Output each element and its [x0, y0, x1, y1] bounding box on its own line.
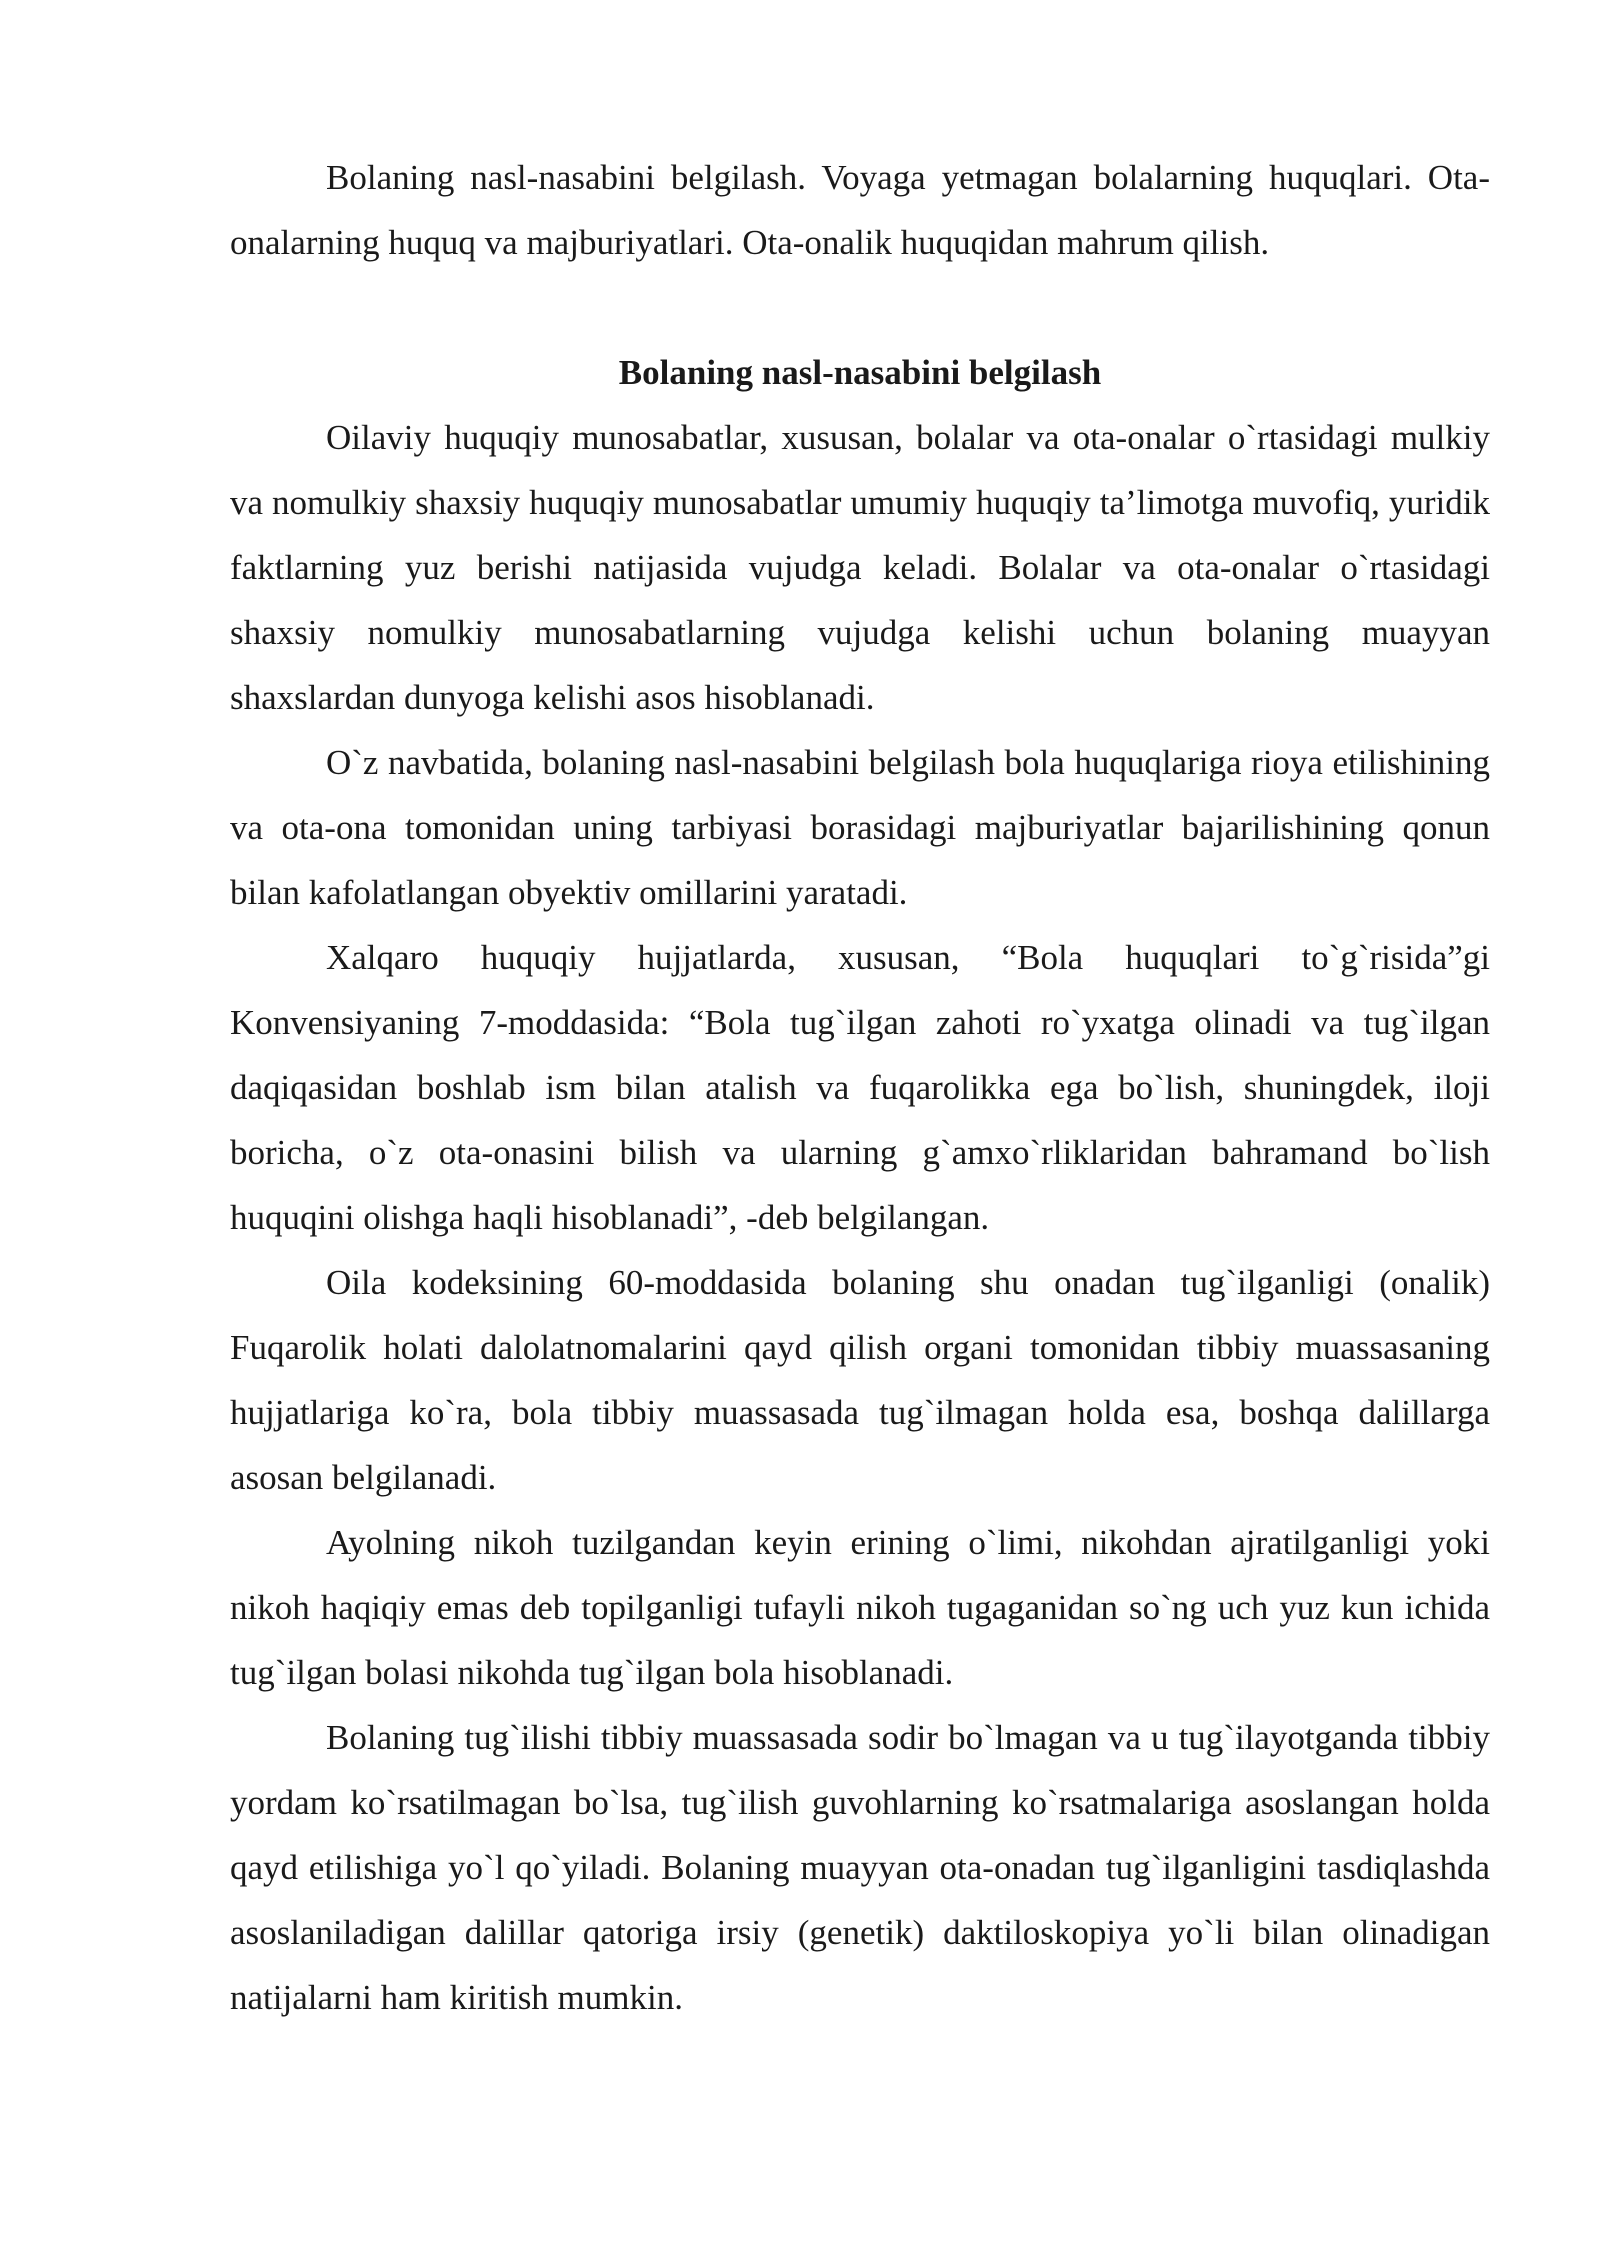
section-heading: Bolaning nasl-nasabini belgilash [618, 353, 1102, 392]
paragraph-1: Oilaviy huquqiy munosabatlar, xususan, bolalar va ota-onalar o`rtasidagi mulkiy va nomulkiy shaxsiy huquqiy munosabatlar umumiy huquqiy ta’limotga muvofiq, yuridik faktlarning yuz berishi natijasida vujudga keladi. Bolalar va ota-onalar o`rtasidagi shaxsiy nomulkiy munosabatlarning vujudga kelishi uchun bolaning muayyan shaxslardan dunyoga kelishi asos hisoblanadi. [230, 418, 1490, 717]
intro-paragraph: Bolaning nasl-nasabini belgilash. Voyaga yetmagan bolalarning huquqlari. Ota-onalarning huquq va majburiyatlari. Ota-onalik huquqidan mahrum qilish. [230, 158, 1490, 262]
paragraph-6: Bolaning tug`ilishi tibbiy muassasada sodir bo`lmagan va u tug`ilayotganda tibbiy yordam ko`rsatilmagan bo`lsa, tug`ilish guvohlarning ko`rsatmalariga asoslangan holda qayd etilishiga yo`l qo`yiladi. Bolaning muayyan ota-onadan tug`ilganligini tasdiqlashda asoslaniladigan dalillar qatoriga irsiy (genetik) daktiloskopiya yo`li bilan olinadigan natijalarni ham kiritish mumkin. [230, 1718, 1490, 2017]
paragraph-3: Xalqaro huquqiy hujjatlarda, xususan, “Bola huquqlari to`g`risida”gi Konvensiyaning 7-moddasida: “Bola tug`ilgan zahoti ro`yxatga olinadi va tug`ilgan daqiqasidan boshlab ism bilan atalish va fuqarolikka ega bo`lish, shuningdek, iloji boricha, o`z ota-onasini bilish va ularning g`amxo`rliklaridan bahramand bo`lish huquqini olishga haqli hisoblanadi”, -deb belgilangan. [230, 938, 1490, 1237]
paragraph-2: O`z navbatida, bolaning nasl-nasabini belgilash bola huquqlariga rioya etilishining va ota-ona tomonidan uning tarbiyasi borasidagi majburiyatlar bajarilishining qonun bilan kafolatlangan obyektiv omillarini yaratadi. [230, 743, 1490, 912]
paragraph-4: Oila kodeksining 60-moddasida bolaning shu onadan tug`ilganligi (onalik) Fuqarolik holati dalolatnomalarini qayd qilish organi tomonidan tibbiy muassasaning hujjatlariga ko`ra, bola tibbiy muassasada tug`ilmagan holda esa, boshqa dalillarga asosan belgilanadi. [230, 1263, 1490, 1497]
paragraph-5: Ayolning nikoh tuzilgandan keyin erining o`limi, nikohdan ajratilganligi yoki nikoh haqiqiy emas deb topilganligi tufayli nikoh tugaganidan so`ng uch yuz kun ichida tug`ilgan bolasi nikohda tug`ilgan bola hisoblanadi. [230, 1523, 1490, 1692]
document-page [230, 145, 1490, 2030]
